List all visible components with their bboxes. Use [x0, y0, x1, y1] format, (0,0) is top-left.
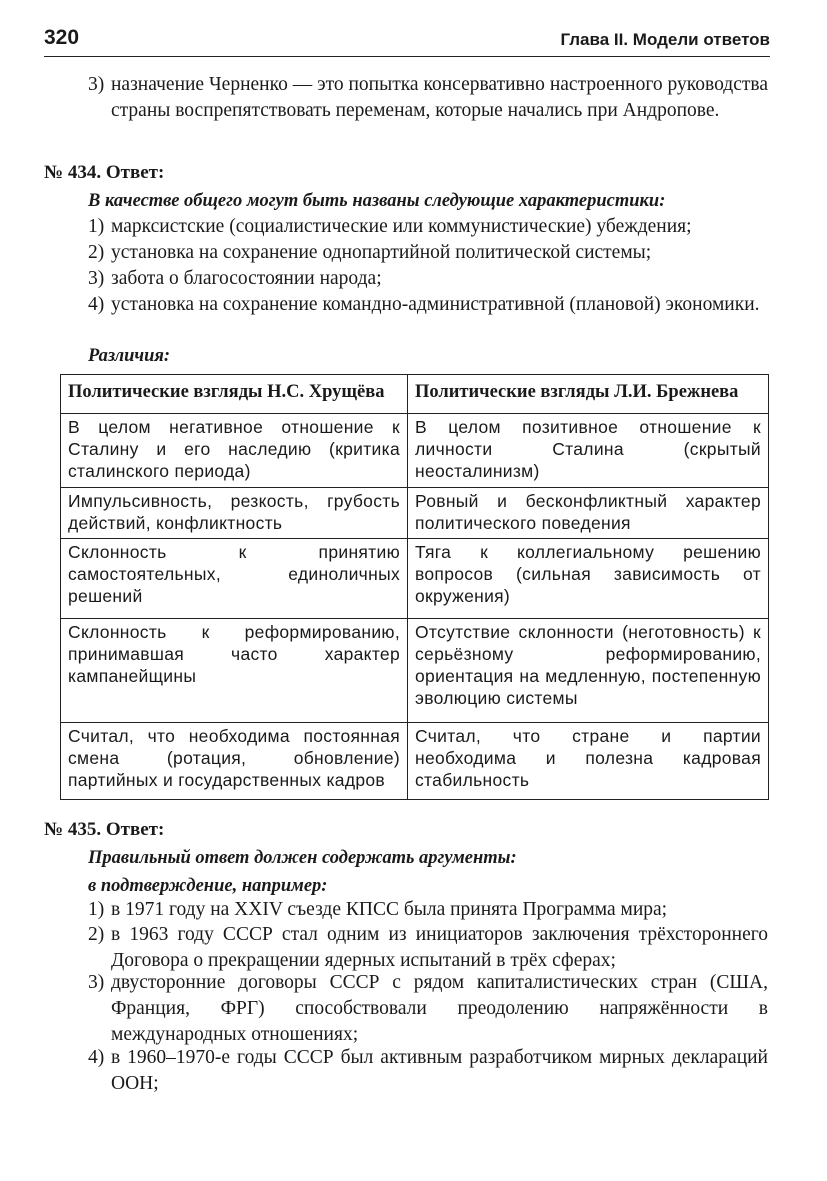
list-item: [88, 1045, 768, 1097]
table-cell: Тяга к коллегиальному решению вопросов (сильная зависимость от окружения): [408, 539, 769, 619]
list-item: [88, 292, 768, 318]
table-cell: Импульсивность, резкость, грубость действий, конфликтность: [61, 488, 408, 539]
page-header: [44, 26, 770, 57]
column-header-khrushchev: Политические взгляды Н.С. Хрущёва: [61, 375, 408, 414]
table-row: [61, 488, 769, 539]
item-text: двусторонние договоры СССР с рядом капиталистических стран (США, Франция, ФРГ) способствовали преодолению напряжённости в международных отношениях;: [111, 972, 768, 1045]
table-cell: В целом позитивное отношение к личности Сталина (скрытый неосталинизм): [408, 414, 769, 488]
list-item: [88, 897, 768, 923]
table-cell: Считал, что необходима постоянная смена (ротация, обновление) партийных и государственных кадров: [61, 723, 408, 800]
item-text: установка на сохранение однопартийной политической системы;: [111, 242, 652, 263]
item-text: забота о благосостоянии народа;: [111, 268, 382, 289]
list-item: [88, 970, 768, 1048]
table-cell: В целом негативное отношение к Сталину и его наследию (критика сталинского периода): [61, 414, 408, 488]
item-text: в 1971 году на XXIV съезде КПСС была принята Программа мира;: [111, 899, 668, 920]
table-row: [61, 723, 769, 800]
item-number: 1): [88, 899, 105, 920]
comparison-table: [60, 374, 769, 800]
page-number: 320: [44, 26, 80, 49]
table-cell: Склонность к принятию самостоятельных, единоличных решений: [61, 539, 408, 619]
confirmation-label: в подтверждение, например:: [88, 876, 328, 896]
item-number: 2): [88, 924, 105, 945]
item-number: 2): [88, 242, 105, 263]
item-number: 1): [88, 216, 105, 237]
table-row: [61, 539, 769, 619]
item-text: в 1963 году СССР стал одним из инициаторов заключения трёхстороннего Договора о прекращении ядерных испытаний в трёх сферах;: [111, 924, 768, 971]
table-row: [61, 414, 769, 488]
item-text: установка на сохранение командно-административной (плановой) экономики.: [111, 294, 760, 315]
item-text: марксистские (социалистические или коммунистические) убеждения;: [111, 216, 692, 237]
list-item: [88, 266, 768, 292]
common-features-label: В качестве общего могут быть названы следующие характеристики:: [88, 191, 666, 211]
table-cell: Склонность к реформированию, принимавшая часто характер кампанейщины: [61, 619, 408, 723]
differences-label: Различия:: [88, 346, 171, 366]
list-item: [88, 72, 768, 124]
list-item: [88, 240, 768, 266]
item-number: 3): [88, 74, 105, 95]
list-item: [88, 214, 768, 240]
arguments-label: Правильный ответ должен содержать аргументы:: [88, 848, 517, 868]
table-cell: Считал, что стране и партии необходима и полезна кадровая стабильность: [408, 723, 769, 800]
table-header-row: [61, 375, 769, 414]
list-item: [88, 922, 768, 974]
item-number: 3): [88, 972, 105, 993]
item-number: 4): [88, 1047, 105, 1068]
answer-heading-435: № 435. Ответ:: [44, 819, 165, 840]
chapter-title: Глава II. Модели ответов: [560, 30, 770, 49]
column-header-brezhnev: Политические взгляды Л.И. Брежнева: [408, 375, 769, 414]
item-number: 3): [88, 268, 105, 289]
item-text: в 1960–1970-е годы СССР был активным разработчиком мирных деклараций ООН;: [111, 1047, 768, 1094]
table-cell: Ровный и бесконфликтный характер политического поведения: [408, 488, 769, 539]
answer-heading-434: № 434. Ответ:: [44, 162, 165, 183]
table-cell: Отсутствие склонности (неготовность) к серьёзному реформированию, ориентация на медленную, постепенную эволюцию системы: [408, 619, 769, 723]
table-row: [61, 619, 769, 723]
item-text: назначение Черненко — это попытка консервативно настроенного руководства страны воспрепятствовать переменам, которые начались при Андропове.: [111, 74, 768, 121]
item-number: 4): [88, 294, 105, 315]
